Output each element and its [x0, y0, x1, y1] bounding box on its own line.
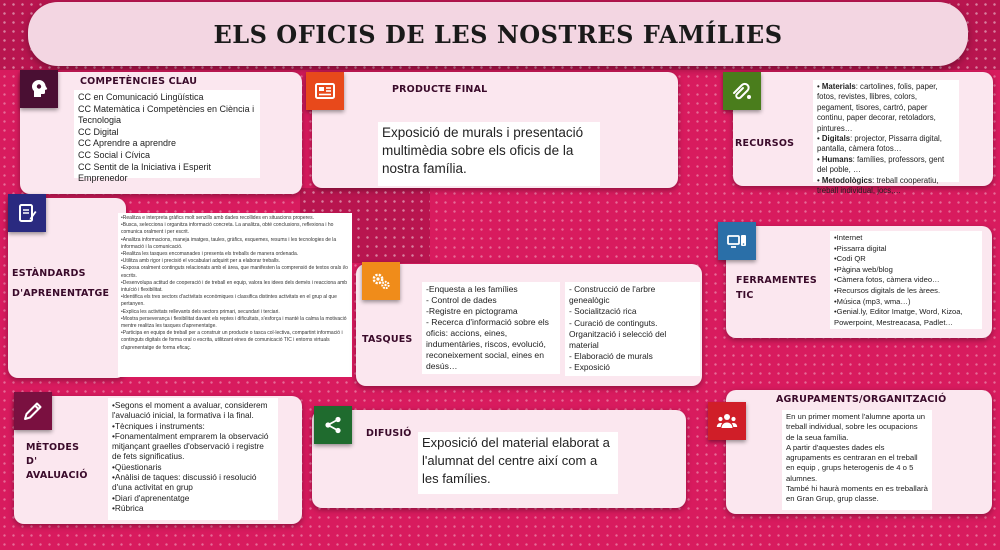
- gears-icon: [362, 262, 400, 300]
- head-gear-icon: [20, 70, 58, 108]
- list-item: • Digitals: projector, Pissarra digital, pantalla, càmera fotos…: [817, 134, 942, 154]
- list-item: - Elaboració de murals: [569, 351, 653, 362]
- list-item: •Mostra perseverança i flexibilitat davant els reptes i dificultats, s'esforça i manté la calma la motivació mentre realitza les tasques d'aprenentatge.: [121, 315, 347, 330]
- list-item: •Fonamentalment emprarem la observació mitjançant graelles d'observació i registre de fets significatius.: [112, 430, 269, 462]
- evaluation-heading-3: AVALUACIÓ: [26, 470, 88, 481]
- list-item: En un primer moment l'alumne aporta un treball individual, sobre les ocupacions de la seua família.: [786, 412, 926, 442]
- list-item: •Diari d'aprenentatge: [112, 492, 190, 503]
- list-item: - Control de dades: [426, 295, 497, 305]
- grouping-list: [782, 410, 932, 510]
- evaluation-heading-1: MÈTODES: [26, 442, 80, 453]
- list-item: A partir d'aquestes dades els agrupaments es centraran en el treball en equip , grups heterogenis de 4 o 5 alumnes.: [786, 442, 918, 483]
- tools-heading-2: TIC: [736, 290, 754, 301]
- standards-heading-1: ESTÀNDARDS: [12, 268, 86, 279]
- list-item: •Anàlisi de taques: discussió i resolució d'una activitat en grup: [112, 472, 257, 493]
- page-title: ELS OFICIS DE LES NOSTRES FAMÍLIES: [213, 19, 783, 49]
- list-item: -Enquesta a les famílies: [426, 284, 518, 294]
- list-item: CC Aprendre a aprendre: [78, 138, 177, 149]
- share-icon: [314, 406, 352, 444]
- list-item: •Tècniques i instruments:: [112, 420, 205, 431]
- list-item: •Realitza e interpreta gràfics molt senzills amb dades recollides en situacions properes.: [121, 215, 314, 221]
- evaluation-list: [108, 398, 278, 520]
- list-item: •Utilitza amb rigor i precisió el vocabulari adquirit per a elaborar treballs.: [121, 258, 281, 265]
- list-item: •Desenvolupa actitud de cooperació i de treball en equip, valora les idees dels demés i reacciona amb intuïció i flexibilitat.: [121, 279, 348, 294]
- list-item: • Metodològics: treball cooperatiu, treball individual, jocs,…: [817, 175, 939, 196]
- list-item: •Rúbrica: [112, 502, 144, 513]
- resources-heading: RECURSOS: [735, 138, 795, 149]
- tasks-list-left: [422, 282, 560, 374]
- list-item: •Recursos digitals de les àrees.: [834, 285, 941, 295]
- list-item: •Genial.ly, Editor Imatge, Word, Kizoa, Powerpoint, Mestreacasa, Padlet…: [834, 307, 963, 327]
- list-item: •Internet: [834, 233, 863, 242]
- list-item: - Recerca d'informació sobre els oficis: accions, eines, indumentàries, riscos, evolució, reconeixement social, eines en desús…: [426, 317, 549, 371]
- group-icon: [708, 402, 746, 440]
- product-text: Exposició de murals i presentació multimèdia sobre els oficis de la nostra família.: [378, 122, 600, 186]
- list-item: •Explica les activitats rellevants dels sectors primari, secundari i terciari.: [121, 308, 280, 315]
- list-item: • Materials: cartolines, folis, paper, fotos, revistes, llibres, colors, pegament, tisores, cartró, paper continu, paper decorar, retoladors, pintures…: [817, 82, 938, 133]
- newspaper-icon: [306, 72, 344, 110]
- list-item: - Curació de continguts.: [569, 317, 658, 328]
- list-item: •Analitza informacions, maneja imatges, taules, gràfics, esquemes, resums i les tecnologies de la informació i la comunicació.: [121, 236, 337, 250]
- list-item: CC en Comunicació Lingüística: [78, 92, 204, 102]
- pencil-icon: [14, 392, 52, 430]
- clipboard-pencil-icon: [8, 194, 46, 232]
- list-item: CC Matemàtica i Competències en Ciència i Tecnologia: [78, 103, 255, 126]
- tools-list: [830, 231, 982, 329]
- list-item: •Participa en equips de treball per a construir un producte o tasca col·lectiva, compartint informació i continguts digitals de forma oral o escrita, utilitzant eines de comunicació TIC i entorns virtuals d'aprenentatge de forma eficaç.: [121, 330, 343, 351]
- list-item: •Busca, selecciona i organitza informació concreta. La analitza, obté conclusions, reflexiona i ho comunica oralment i per escrit.: [121, 222, 334, 236]
- list-item: - Socialització rica: [569, 306, 637, 317]
- tools-heading-1: FERRAMENTES: [736, 275, 817, 286]
- evaluation-heading-2: D': [26, 456, 38, 467]
- list-item: •Càmera fotos, càmera video…: [834, 275, 940, 285]
- product-heading: PRODUCTE FINAL: [392, 84, 488, 95]
- list-item: • Humans: famílies, professors, gent del poble, …: [817, 154, 945, 175]
- list-item: CC Digital: [78, 126, 119, 137]
- standards-list: [118, 213, 352, 377]
- list-item: •Realitza les tasques encomanades i presenta els treballs de manera ordenada.: [121, 251, 299, 258]
- devices-icon: [718, 222, 756, 260]
- list-item: Organització i selecció del material: [569, 328, 667, 351]
- list-item: CC Social i Cívica: [78, 149, 151, 160]
- list-item: - Construcció de l'arbre genealògic: [569, 284, 656, 306]
- list-item: •Pàgina web/blog: [834, 264, 893, 274]
- tasks-list-right: [565, 282, 700, 376]
- standards-heading-2: D'APRENENTATGE: [12, 288, 110, 299]
- tasks-heading: TASQUES: [362, 334, 413, 345]
- competencies-list: [74, 90, 260, 184]
- list-item: •Codi QR: [834, 254, 866, 264]
- list-item: •Qüestionaris: [112, 461, 162, 472]
- list-item: -Registre en pictograma: [426, 306, 518, 316]
- diffusion-text: Exposició del material elaborat a l'alumnat del centre així com a les famílies.: [418, 432, 618, 494]
- resources-list: [813, 80, 959, 196]
- grouping-heading: AGRUPAMENTS/ORGANITZACIÓ: [776, 394, 947, 405]
- diffusion-heading: DIFUSIÓ: [366, 428, 412, 439]
- list-item: •Segons el moment a avaluar, considerem l'avaluació inicial, la formativa i la final.: [112, 400, 268, 421]
- list-item: •Exposa oralment continguts relacionats amb el àrea, que manifesten la comprensió de textos orals i/o escrits.: [121, 265, 348, 279]
- list-item: CC Sentit de la Iniciativa i Esperit Emprenedor: [78, 161, 212, 184]
- list-item: També hi haurà moments en es treballarà en Gran Grup, grup classe.: [786, 484, 928, 504]
- list-item: •Pissarra digital: [834, 243, 887, 253]
- list-item: - Exposició: [569, 362, 610, 373]
- title-banner: [28, 2, 968, 66]
- competencies-heading: COMPETÈNCIES CLAU: [80, 76, 198, 87]
- list-item: •Música (mp3, wma…): [834, 296, 911, 306]
- list-item: •Identifica els tres sectors d'activitats econòmiques i classifica distintes activitats en el grup al que pertanyen.: [121, 294, 337, 308]
- paperclip-icon: [723, 72, 761, 110]
